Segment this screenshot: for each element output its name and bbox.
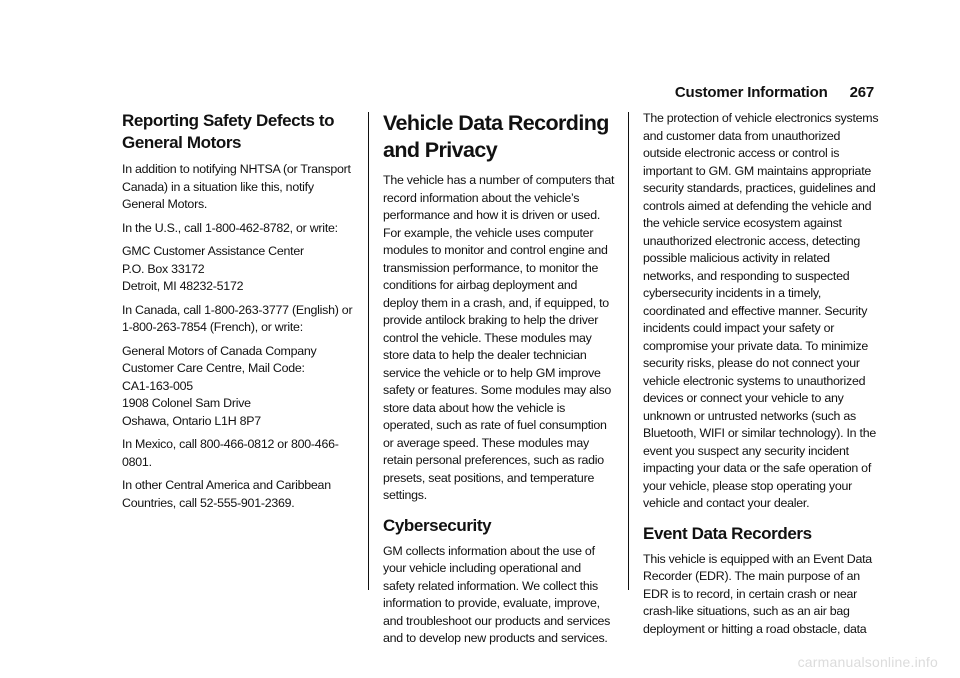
paragraph: In Mexico, call 800-466-0812 or 800-466-0801.: [122, 437, 339, 469]
paragraph: In other Central America and Caribbean Countries, call 52-555-901-2369.: [122, 478, 331, 510]
paragraph: GM collects information about the use of your vehicle including operational and safety related information. We collect this information to provide, evaluate, improve, and troubleshoot our products and services and to develop new products and services.: [383, 543, 611, 645]
column-1: [122, 110, 354, 518]
heading-event-data-recorders: Event Data Recorders: [643, 523, 812, 543]
column-divider: [368, 112, 369, 590]
heading-reporting-defects: Reporting Safety Defects to General Motors: [122, 111, 335, 152]
watermark-text: carmanualsonline.info: [797, 654, 938, 670]
heading-cybersecurity: Cybersecurity: [383, 515, 492, 535]
paragraph: In addition to notifying NHTSA (or Transport Canada) in a situation like this, notify General Motors.: [122, 162, 351, 211]
column-2: [383, 110, 615, 654]
paragraph: This vehicle is equipped with an Event Data Recorder (EDR). The main purpose of an EDR is to record, in certain crash or near crash-like situations, such as an air bag deployment or hitting a road obstacle, data: [643, 551, 872, 636]
running-header: [675, 84, 874, 101]
column-divider: [628, 112, 629, 590]
paragraph: In Canada, call 1-800-263-3777 (English) or 1-800-263-7854 (French), or write:: [122, 302, 353, 334]
paragraph: In the U.S., call 1-800-462-8782, or write:: [122, 220, 338, 235]
paragraph: The vehicle has a number of computers that record information about the vehicle’s performance and how it is driven or used. For example, the vehicle uses computer modules to monitor and control engine and transmission performance, to monitor the conditions for airbag deployment and deploy them in a crash, and, if equipped, to provide antilock braking to help the driver control the vehicle. These modules may store data to help the dealer technician service the vehicle or to help GM improve safety or features. Some modules may also store data about how the vehicle is operated, such as rate of fuel consumption or average speed. These modules may retain personal preferences, such as radio presets, seat positions, and temperature settings.: [383, 173, 615, 502]
paragraph: The protection of vehicle electronics systems and customer data from unauthorized outside electronic access or control is important to GM. GM maintains appropriate security standards, practices, guidelines and controls aimed at defending the vehicle and the vehicle service ecosystem against unauthorized electronic access, detecting possible malicious activity in related networks, and responding to suspected cybersecurity incidents in a timely, coordinated and effective manner. Security incidents could impact your safety or compromise your private data. To minimize security risks, please do not connect your vehicle electronic systems to unauthorized devices or connect your vehicle to any unknown or untrusted networks (such as Bluetooth, WIFI or similar technology). In the event you suspect any security incident impacting your data or the safe operation of your vehicle, please stop operating your vehicle and contact your dealer.: [643, 111, 879, 510]
address-canada: General Motors of Canada Company Customer Care Centre, Mail Code: CA1-163-005 1908 Colonel Sam Drive Oshawa, Ontario L1H 8P7: [122, 343, 317, 428]
section-title: Customer Information: [674, 84, 828, 101]
column-3: [643, 110, 879, 644]
heading-vehicle-data-privacy: Vehicle Data Recording and Privacy: [383, 111, 609, 162]
page-number: 267: [849, 84, 874, 101]
address-us: GMC Customer Assistance Center P.O. Box 33172 Detroit, MI 48232-5172: [122, 244, 304, 293]
